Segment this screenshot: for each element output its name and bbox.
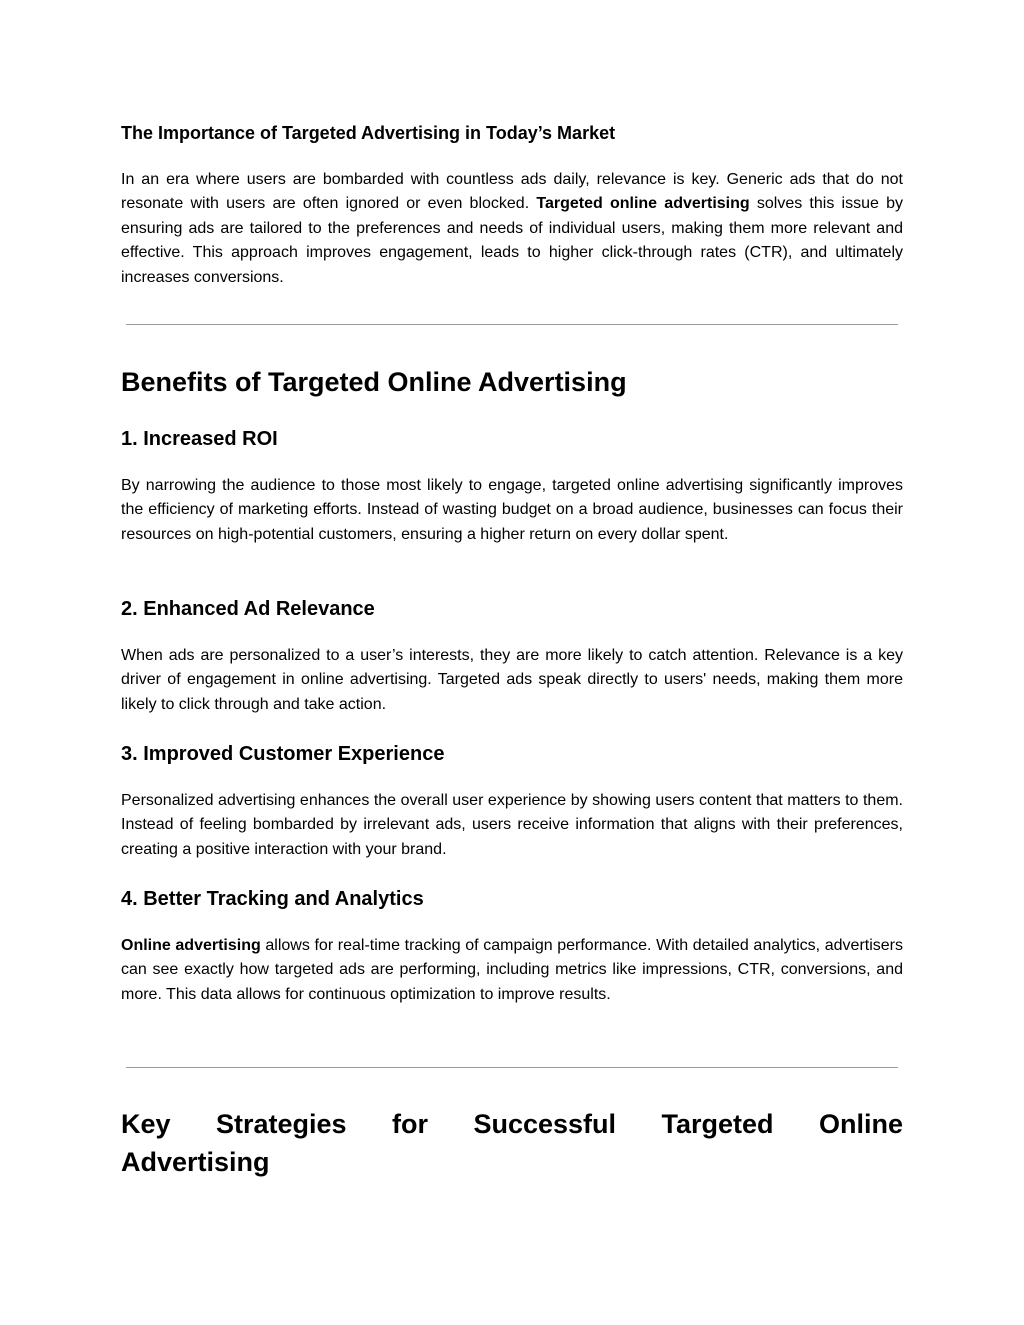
benefit-4-title: 4. Better Tracking and Analytics: [121, 888, 424, 910]
benefit-4-text: [121, 934, 903, 1007]
intro-text-after: solves this issue by ensuring ads are tailored to the preferences and needs of individual users, making them more relevant and effective. This approach improves engagement, leads to higher click-through rates (CTR), and ultimately increases conversions.: [121, 195, 904, 286]
intro-paragraph: [121, 168, 903, 290]
benefit-4-keyword: Online advertising: [121, 937, 261, 954]
section-divider: [126, 1067, 898, 1068]
benefits-heading: Benefits of Targeted Online Advertising: [121, 367, 627, 397]
strategies-heading-line-1: Key Strategies for Successful Targeted Online: [121, 1109, 903, 1139]
intro-text-before: In an era where users are bombarded with countless ads daily, relevance is key. Generic ads that do not resonate with users are often ignored or even blocked.: [121, 171, 903, 213]
benefit-1-text: By narrowing the audience to those most likely to engage, targeted online advertising significantly improves the efficiency of marketing efforts. Instead of wasting budget on a broad audience, businesses can focus their resources on high-potential customers, ensuring a higher return on every dollar spent.: [121, 477, 903, 543]
strategies-heading: [121, 1105, 903, 1181]
benefit-1-title: 1. Increased ROI: [121, 428, 278, 450]
benefit-2-title: 2. Enhanced Ad Relevance: [121, 598, 375, 620]
section-divider: [126, 324, 898, 325]
benefit-2-text: When ads are personalized to a user’s interests, they are more likely to catch attention. Relevance is a key driver of engagement in online advertising. Targeted ads speak directly to users' needs, making them more likely to click through and take action.: [121, 647, 903, 713]
benefit-3-title: 3. Improved Customer Experience: [121, 743, 445, 765]
benefit-4-body: allows for real-time tracking of campaign performance. With detailed analytics, advertisers can see exactly how targeted ads are performing, including metrics like impressions, CTR, conversions, and more. This data allows for continuous optimization to improve results.: [121, 937, 903, 1003]
benefit-3-text: Personalized advertising enhances the overall user experience by showing users content that matters to them. Instead of feeling bombarded by irrelevant ads, users receive information that aligns with their preferences, creating a positive interaction with your brand.: [121, 792, 903, 858]
strategies-heading-line-2: Advertising: [121, 1147, 270, 1177]
intro-keyword: Targeted online advertising: [536, 195, 750, 213]
intro-heading: The Importance of Targeted Advertising in Today’s Market: [121, 123, 616, 143]
